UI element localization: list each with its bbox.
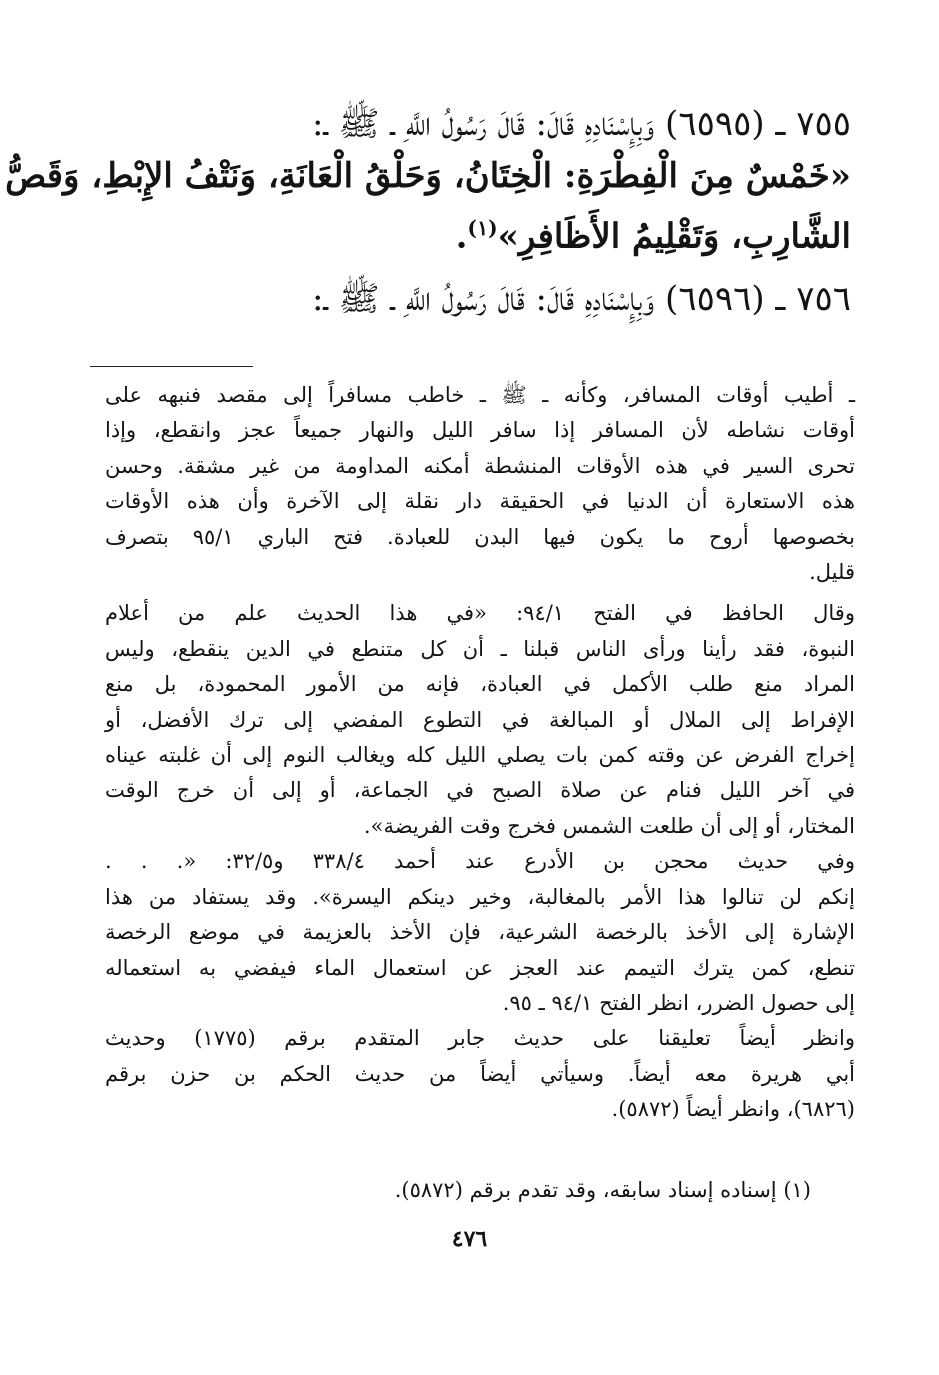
footnote-line: أبي هريرة معه أيضاً. وسيأتي أيضاً من حديث الحكم بن حزن برقم xyxy=(105,1061,856,1086)
footnote-line: (٦٨٢٦)، وانظر أيضاً (٥٨٧٢). xyxy=(611,1097,855,1122)
footnote-line: وانظر أيضاً تعليقنا على حديث جابر المتقدم برقم (١٧٧٥) وحديث xyxy=(105,1026,855,1051)
hadith-755-isnad: ٧٥٥ ـ (٦٥٩٥) وَبِإِسْنَادِهِ قَالَ: قَالَ رَسُولُ اللَّهِ ـ ﷺ ـ: xyxy=(312,104,851,144)
footnote-line: المختار، أو إلى أن طلعت الشمس فخرج وقت الفريضة». xyxy=(363,813,855,838)
footnote-ref-1: (١) xyxy=(467,216,498,240)
footnote-line: قليل. xyxy=(809,560,855,585)
footnote-line: وقال الحافظ في الفتح ٩٤/١: «في هذا الحديث علم من أعلام xyxy=(105,601,855,626)
footnote-line: النبوة، فقد رأينا ورأى الناس قبلنا ـ أن كل متنطع في الدين ينقطع، وليس xyxy=(105,636,855,661)
page-number: ٤٧٦ xyxy=(451,1226,488,1252)
hadith-755-matn-line-1: «خَمْسٌ مِنَ الْفِطْرَةِ: الْخِتَانُ، وَحَلْقُ الْعَانَةِ، وَنَتْفُ الإِبْطِ، وَقَصُّ xyxy=(5,156,851,196)
footnote-line: تحرى السير في هذه الأوقات المنشطة أمكنه المداومة من غير مشقة. وحسن xyxy=(105,453,855,478)
footnote-line: بخصوصها أروح ما يكون فيها البدن للعبادة. فتح الباري ٩٥/١ بتصرف xyxy=(105,524,855,549)
footnote-line: إلى حصول الضرر، انظر الفتح ٩٤/١ ـ ٩٥. xyxy=(502,990,855,1015)
footnotes xyxy=(105,378,855,1128)
footnote-line: في آخر الليل فنام عن صلاة الصبح في الجماعة، أو إلى أن خرج الوقت xyxy=(105,778,855,803)
footnote-line: الإشارة إلى الأخذ بالرخصة الشرعية، فإن الأخذ بالعزيمة في موضع الرخصة xyxy=(105,920,855,945)
footnote-line: تنطع، كمن يترك التيمم عند العجز عن استعمال الماء فيفضي به استعماله xyxy=(105,955,855,980)
footnote-paragraph-1 xyxy=(105,378,855,590)
footnote-line: هذه الاستعارة أن الدنيا في الحقيقة دار نقلة إلى الآخرة وأن هذه الأوقات xyxy=(105,489,855,514)
footnote-paragraph-2 xyxy=(105,596,855,844)
footnote-separator xyxy=(90,366,253,367)
hadith-755-matn-text: الشَّارِبِ، وَتَقْلِيمُ الأَظَافِرِ» xyxy=(497,216,851,257)
footnote-line: إخراج الفرض عن وقته كمن بات يصلي الليل كله ويغالب النوم إلى أن غلبته عيناه xyxy=(105,743,855,768)
hadith-756 xyxy=(106,273,851,325)
footnote-line: ـ أطيب أوقات المسافر، وكأنه ـ ﷺ ـ خاطب مسافراً إلى مقصد فنبهه على xyxy=(105,383,855,407)
footnote-line: المراد منع طلب الأكمل في العبادة، فإنه من الأمور المحمودة، بل منع xyxy=(105,672,855,697)
hadith-755-matn-line-2 xyxy=(106,202,851,262)
footnote-paragraph-3 xyxy=(105,844,855,1021)
footnote-line: إنكم لن تنالوا هذا الأمر بالمغالبة، وخير دينكم اليسرة». وقد يستفاد من هذا xyxy=(105,884,855,909)
footnote-line: أوقات نشاطه لأن المسافر إذا سافر الليل والنهار جميعاً عجز وانقطع، وإذا xyxy=(105,418,855,443)
hadith-755 xyxy=(5,98,851,262)
footnote-line: وفي حديث محجن بن الأدرع عند أحمد ٣٣٨/٤ و٣٢/٥: «. . . xyxy=(105,849,855,874)
hadith-756-isnad: ٧٥٦ ـ (٦٥٩٦) وَبِإِسْنَادِهِ قَالَ: قَالَ رَسُولُ اللَّهِ ـ ﷺ ـ: xyxy=(312,279,851,319)
footnote-line: الإفراط إلى الملال أو المبالغة في التطوع المفضي إلى ترك الأفضل، أو xyxy=(105,707,855,732)
footnote-1: (١) إسناده إسناد سابقه، وقد تقدم برقم (٥٨٧٢). xyxy=(394,1178,811,1202)
footnote-paragraph-4 xyxy=(105,1021,855,1127)
hadith-755-end-mark: . xyxy=(455,216,468,257)
